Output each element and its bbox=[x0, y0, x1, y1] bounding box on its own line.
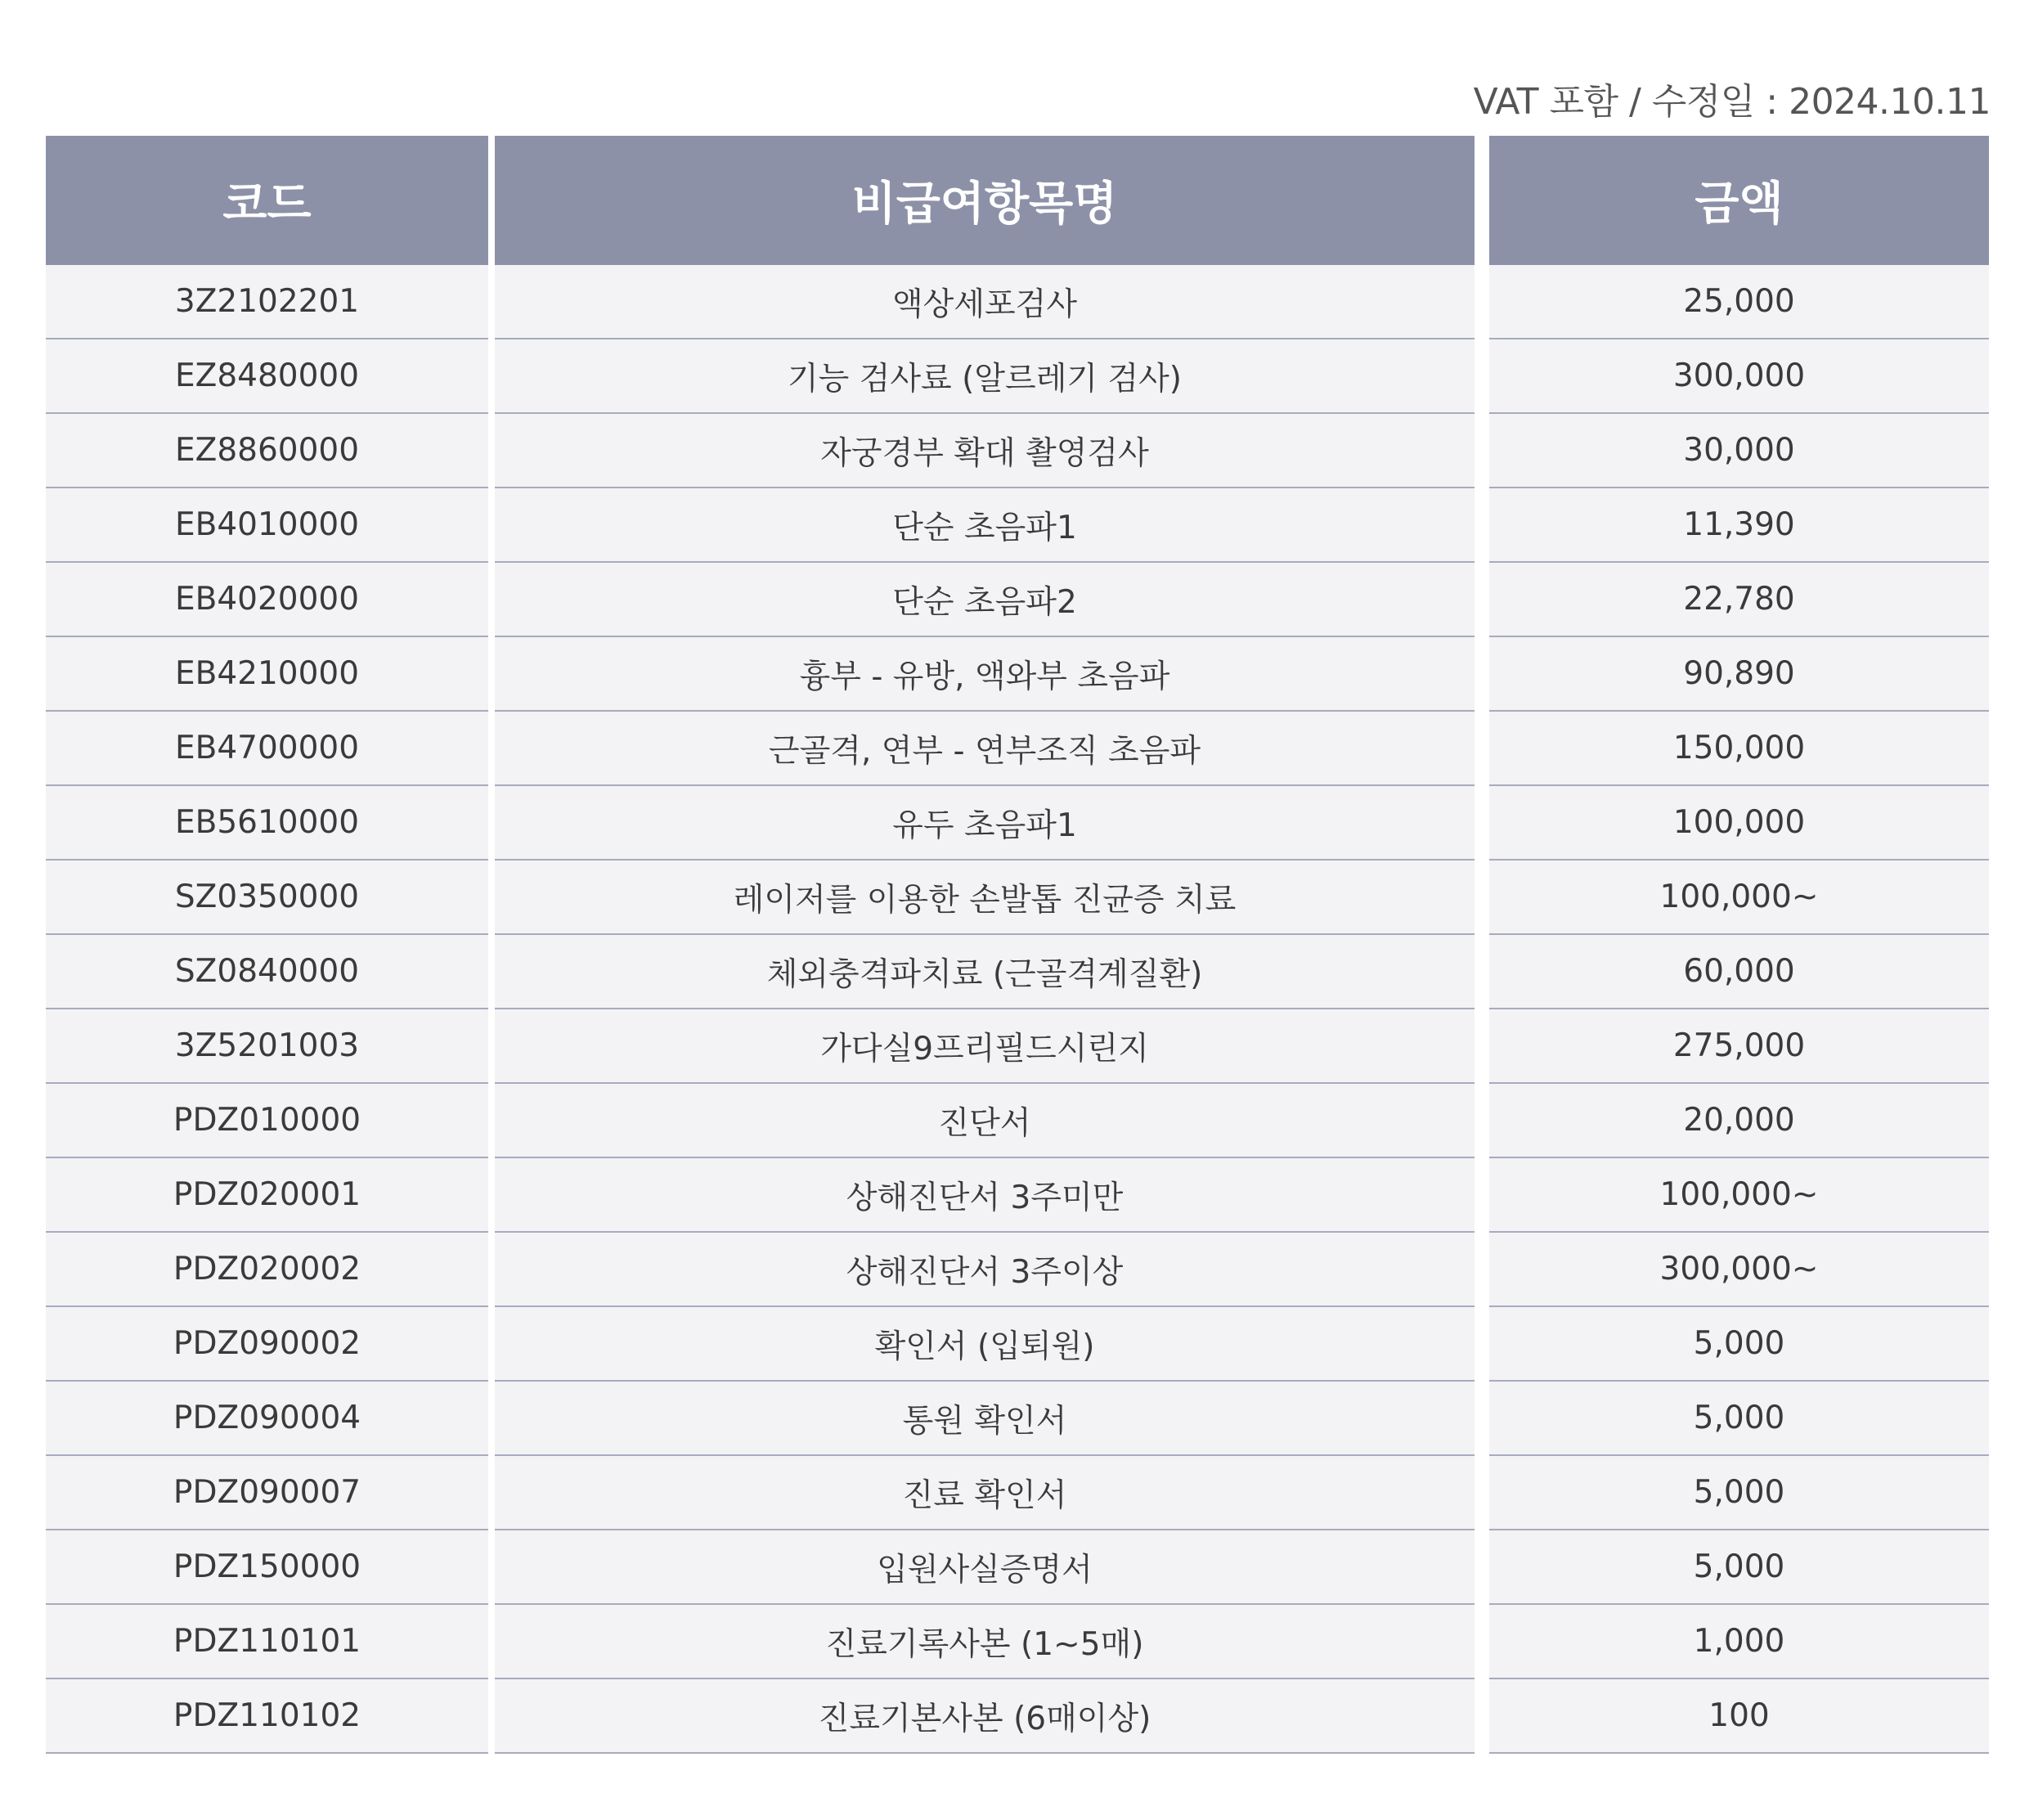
header-row bbox=[46, 136, 1989, 265]
table-row bbox=[46, 1455, 1989, 1530]
cell-amount: 100,000~ bbox=[1482, 860, 1989, 934]
table-row bbox=[46, 636, 1989, 711]
table-row bbox=[46, 265, 1989, 339]
cell-amount: 1,000 bbox=[1482, 1604, 1989, 1678]
cell-code: PDZ110101 bbox=[46, 1604, 492, 1678]
cell-amount: 275,000 bbox=[1482, 1009, 1989, 1083]
cell-item-name: 상해진단서 3주미만 bbox=[492, 1157, 1482, 1232]
cell-item-name: 입원사실증명서 bbox=[492, 1530, 1482, 1604]
table-row bbox=[46, 1306, 1989, 1381]
cell-code: PDZ090004 bbox=[46, 1381, 492, 1455]
table-row bbox=[46, 339, 1989, 413]
table-row bbox=[46, 488, 1989, 562]
table-row bbox=[46, 934, 1989, 1009]
cell-item-name: 흉부 - 유방, 액와부 초음파 bbox=[492, 636, 1482, 711]
table-row bbox=[46, 860, 1989, 934]
vat-revision-note: VAT 포함 / 수정일 : 2024.10.11 bbox=[1473, 81, 1991, 123]
cell-code: 3Z5201003 bbox=[46, 1009, 492, 1083]
cell-amount: 5,000 bbox=[1482, 1306, 1989, 1381]
cell-code: EB4020000 bbox=[46, 562, 492, 636]
cell-item-name: 단순 초음파2 bbox=[492, 562, 1482, 636]
cell-code: EZ8480000 bbox=[46, 339, 492, 413]
cell-amount: 5,000 bbox=[1482, 1530, 1989, 1604]
cell-amount: 30,000 bbox=[1482, 413, 1989, 488]
table-row bbox=[46, 1530, 1989, 1604]
cell-item-name: 진료 확인서 bbox=[492, 1455, 1482, 1530]
non-covered-price-table bbox=[46, 136, 1989, 1754]
table-row bbox=[46, 1009, 1989, 1083]
cell-code: PDZ150000 bbox=[46, 1530, 492, 1604]
cell-item-name: 통원 확인서 bbox=[492, 1381, 1482, 1455]
table-body bbox=[46, 265, 1989, 1753]
cell-code: SZ0350000 bbox=[46, 860, 492, 934]
cell-item-name: 가다실9프리필드시린지 bbox=[492, 1009, 1482, 1083]
cell-code: PDZ020002 bbox=[46, 1232, 492, 1306]
cell-amount: 20,000 bbox=[1482, 1083, 1989, 1157]
table-row bbox=[46, 711, 1989, 785]
table-row bbox=[46, 562, 1989, 636]
table-row bbox=[46, 1157, 1989, 1232]
table-row bbox=[46, 413, 1989, 488]
cell-item-name: 액상세포검사 bbox=[492, 265, 1482, 339]
cell-code: PDZ020001 bbox=[46, 1157, 492, 1232]
cell-amount: 5,000 bbox=[1482, 1381, 1989, 1455]
cell-code: EB5610000 bbox=[46, 785, 492, 860]
table-row bbox=[46, 1083, 1989, 1157]
header-item-name: 비급여항목명 bbox=[492, 136, 1482, 265]
cell-amount: 300,000 bbox=[1482, 339, 1989, 413]
cell-item-name: 확인서 (입퇴원) bbox=[492, 1306, 1482, 1381]
cell-amount: 5,000 bbox=[1482, 1455, 1989, 1530]
cell-amount: 150,000 bbox=[1482, 711, 1989, 785]
cell-code: PDZ110102 bbox=[46, 1678, 492, 1753]
cell-amount: 100,000 bbox=[1482, 785, 1989, 860]
cell-item-name: 단순 초음파1 bbox=[492, 488, 1482, 562]
cell-amount: 25,000 bbox=[1482, 265, 1989, 339]
cell-code: EB4700000 bbox=[46, 711, 492, 785]
cell-code: SZ0840000 bbox=[46, 934, 492, 1009]
header-amount: 금액 bbox=[1482, 136, 1989, 265]
cell-item-name: 진단서 bbox=[492, 1083, 1482, 1157]
table-row bbox=[46, 1381, 1989, 1455]
table-header bbox=[46, 136, 1989, 265]
cell-amount: 60,000 bbox=[1482, 934, 1989, 1009]
cell-code: EB4010000 bbox=[46, 488, 492, 562]
cell-item-name: 기능 검사료 (알르레기 검사) bbox=[492, 339, 1482, 413]
cell-code: EB4210000 bbox=[46, 636, 492, 711]
cell-item-name: 상해진단서 3주이상 bbox=[492, 1232, 1482, 1306]
table-row bbox=[46, 1232, 1989, 1306]
cell-code: PDZ090002 bbox=[46, 1306, 492, 1381]
cell-code: PDZ090007 bbox=[46, 1455, 492, 1530]
cell-item-name: 진료기본사본 (6매이상) bbox=[492, 1678, 1482, 1753]
cell-item-name: 체외충격파치료 (근골격계질환) bbox=[492, 934, 1482, 1009]
cell-amount: 90,890 bbox=[1482, 636, 1989, 711]
cell-item-name: 레이저를 이용한 손발톱 진균증 치료 bbox=[492, 860, 1482, 934]
cell-amount: 22,780 bbox=[1482, 562, 1989, 636]
header-code: 코드 bbox=[46, 136, 492, 265]
cell-code: 3Z2102201 bbox=[46, 265, 492, 339]
cell-amount: 11,390 bbox=[1482, 488, 1989, 562]
table-row bbox=[46, 1604, 1989, 1678]
cell-item-name: 유두 초음파1 bbox=[492, 785, 1482, 860]
cell-item-name: 근골격, 연부 - 연부조직 초음파 bbox=[492, 711, 1482, 785]
cell-amount: 100 bbox=[1482, 1678, 1989, 1753]
cell-item-name: 자궁경부 확대 촬영검사 bbox=[492, 413, 1482, 488]
cell-item-name: 진료기록사본 (1~5매) bbox=[492, 1604, 1482, 1678]
cell-code: EZ8860000 bbox=[46, 413, 492, 488]
cell-amount: 100,000~ bbox=[1482, 1157, 1989, 1232]
cell-code: PDZ010000 bbox=[46, 1083, 492, 1157]
table-row bbox=[46, 785, 1989, 860]
table-row bbox=[46, 1678, 1989, 1753]
cell-amount: 300,000~ bbox=[1482, 1232, 1989, 1306]
